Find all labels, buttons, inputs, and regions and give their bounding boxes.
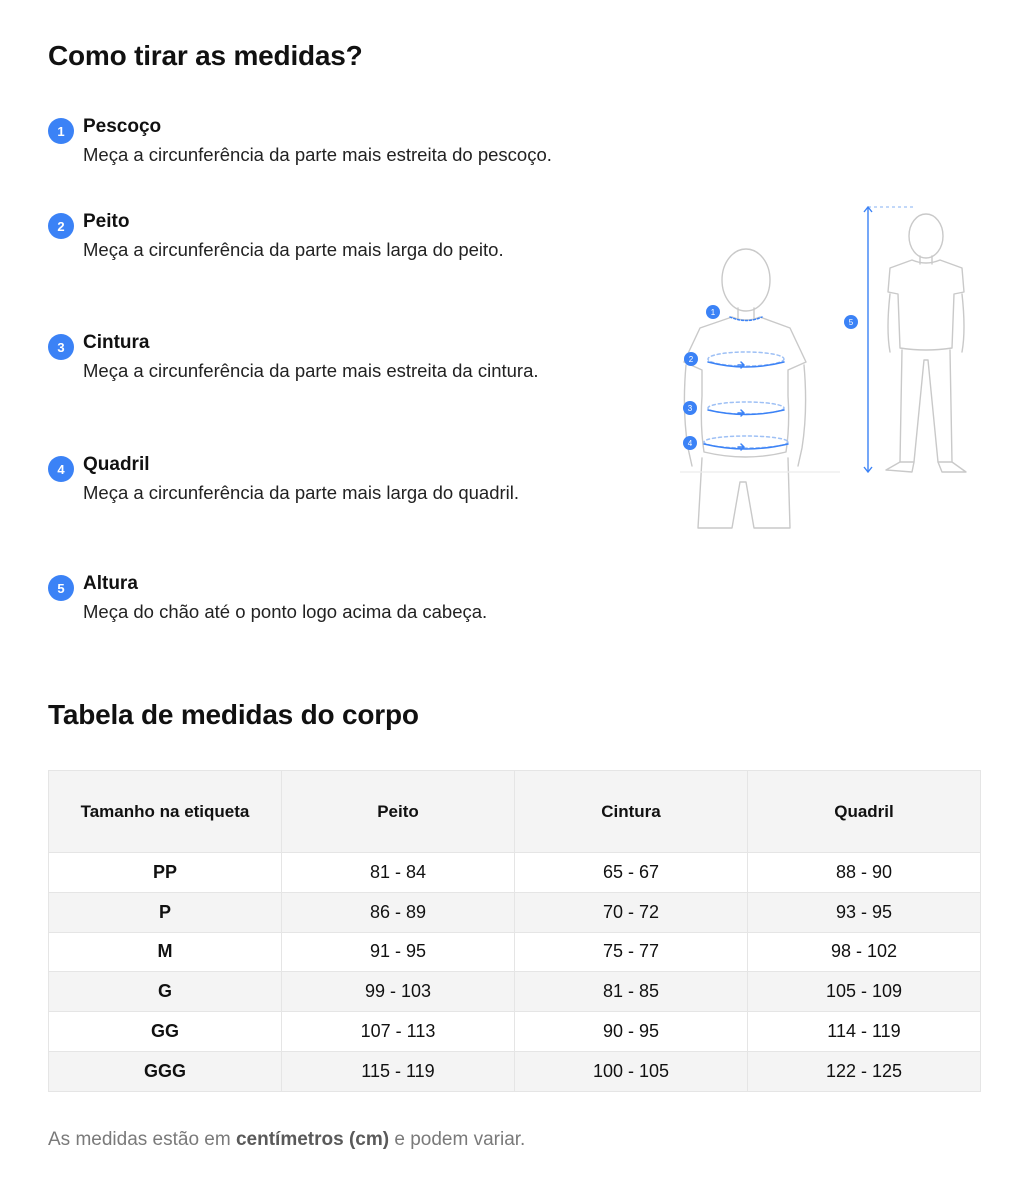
size-cell: GGG (49, 1051, 282, 1091)
size-cell: M (49, 932, 282, 972)
chest-cell: 115 - 119 (282, 1051, 515, 1091)
step-number-badge: 1 (48, 118, 74, 144)
step-number-badge: 2 (48, 213, 74, 239)
body-measurement-illustration (672, 200, 992, 532)
hip-cell: 122 - 125 (748, 1051, 981, 1091)
front-figure-outline (684, 249, 806, 528)
step-description: Meça a circunferência da parte mais larga do quadril. (83, 482, 520, 503)
column-header-size: Tamanho na etiqueta (49, 771, 282, 853)
size-table (48, 770, 981, 1092)
chest-cell: 107 - 113 (282, 1012, 515, 1052)
step-description: Meça do chão até o ponto logo acima da cabeça. (83, 601, 488, 622)
page-title: Como tirar as medidas? (48, 40, 363, 71)
step-name: Quadril (83, 454, 150, 475)
column-header-hip: Quadril (748, 771, 981, 853)
table-row (49, 853, 981, 893)
step-name: Cintura (83, 332, 150, 353)
step-description: Meça a circunferência da parte mais estreita da cintura. (83, 360, 539, 381)
chest-cell: 91 - 95 (282, 932, 515, 972)
waist-cell: 100 - 105 (515, 1051, 748, 1091)
step-description: Meça a circunferência da parte mais estreita do pescoço. (83, 144, 552, 165)
marker-label: 3 (687, 404, 693, 413)
hip-cell: 105 - 109 (748, 972, 981, 1012)
waist-cell: 81 - 85 (515, 972, 748, 1012)
chest-measure-line (708, 362, 784, 367)
marker-height (844, 315, 858, 329)
table-row (49, 1051, 981, 1091)
hip-measure-line (704, 444, 788, 449)
waist-cell: 65 - 67 (515, 853, 748, 893)
table-row (49, 972, 981, 1012)
chest-cell: 86 - 89 (282, 892, 515, 932)
waist-cell: 90 - 95 (515, 1012, 748, 1052)
marker-waist (683, 401, 697, 415)
hip-cell: 93 - 95 (748, 892, 981, 932)
footnote-suffix: e podem variar. (389, 1129, 526, 1150)
footnote-prefix: As medidas estão em (48, 1129, 236, 1150)
table-header-row (49, 771, 981, 853)
column-header-waist: Cintura (515, 771, 748, 853)
height-measure (864, 207, 916, 472)
chest-cell: 81 - 84 (282, 853, 515, 893)
marker-label: 5 (848, 318, 854, 327)
marker-label: 1 (710, 308, 716, 317)
marker-neck (706, 305, 720, 319)
marker-label: 2 (688, 355, 694, 364)
hip-cell: 98 - 102 (748, 932, 981, 972)
footnote-emphasis: centímetros (cm) (235, 1129, 390, 1150)
waist-measure-line (708, 410, 784, 415)
marker-chest (684, 352, 698, 366)
step-name: Altura (83, 573, 138, 594)
column-header-chest: Peito (282, 771, 515, 853)
waist-cell: 75 - 77 (515, 932, 748, 972)
size-cell: P (49, 892, 282, 932)
table-row (49, 892, 981, 932)
size-cell: PP (49, 853, 282, 893)
size-cell: G (49, 972, 282, 1012)
units-footnote (48, 1129, 525, 1151)
size-cell: GG (49, 1012, 282, 1052)
step-description: Meça a circunferência da parte mais larga do peito. (83, 239, 504, 260)
step-number-badge: 4 (48, 456, 74, 482)
marker-hip (683, 436, 697, 450)
hip-cell: 114 - 119 (748, 1012, 981, 1052)
step-number-badge: 3 (48, 334, 74, 360)
side-figure-outline (886, 214, 966, 472)
table-row (49, 1012, 981, 1052)
step-name: Pescoço (83, 116, 162, 137)
table-title: Tabela de medidas do corpo (48, 699, 419, 730)
step-name: Peito (83, 211, 130, 232)
chest-cell: 99 - 103 (282, 972, 515, 1012)
measure-lines (704, 317, 788, 450)
step-number-badge: 5 (48, 575, 74, 601)
hip-cell: 88 - 90 (748, 853, 981, 893)
table-row (49, 932, 981, 972)
marker-label: 4 (687, 439, 693, 448)
waist-cell: 70 - 72 (515, 892, 748, 932)
